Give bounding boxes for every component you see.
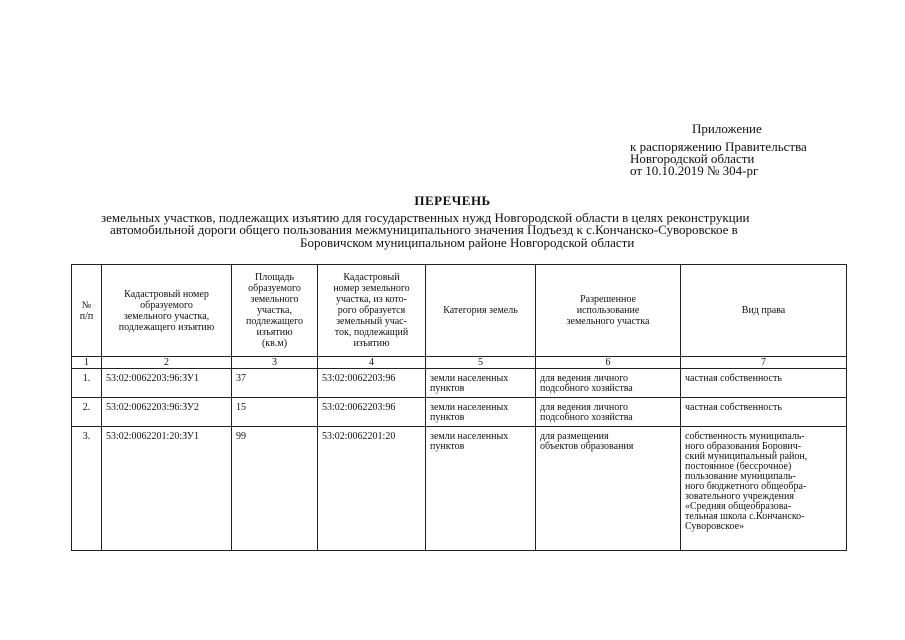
cadastral-number-new: 53:02:0062201:20:ЗУ1 <box>102 427 232 551</box>
document-subtitle-line: земельных участков, подлежащих изъятию для государственных нужд Новгородской области в целях реконструкции <box>101 210 750 225</box>
column-number: 7 <box>681 357 847 369</box>
column-number: 4 <box>318 357 426 369</box>
row-number: 1. <box>72 369 102 398</box>
cadastral-number-source: 53:02:0062203:96 <box>318 398 426 427</box>
row-number: 3. <box>72 427 102 551</box>
plot-area: 99 <box>232 427 318 551</box>
right-type: частная собственность <box>681 369 847 398</box>
cadastral-number-new: 53:02:0062203:96:ЗУ1 <box>102 369 232 398</box>
column-header: Кадастровый номер земельного участка, из кото- рого образуется земельный учас- ток, подлежащий изъятию <box>318 265 426 357</box>
column-header: Кадастровый номер образуемого земельного участка, подлежащего изъятию <box>102 265 232 357</box>
column-number: 2 <box>102 357 232 369</box>
column-header: № п/п <box>72 265 102 357</box>
table-row <box>72 398 847 427</box>
land-category: земли населенных пунктов <box>426 369 536 398</box>
column-header: Категория земель <box>426 265 536 357</box>
column-header: Площадь образуемого земельного участка, подлежащего изъятию (кв.м) <box>232 265 318 357</box>
column-number-row <box>72 357 847 369</box>
document-title: ПЕРЕЧЕНЬ <box>414 193 491 208</box>
appendix-title: Приложение <box>692 121 762 136</box>
plot-area: 37 <box>232 369 318 398</box>
cadastral-number-source: 53:02:0062203:96 <box>318 369 426 398</box>
column-number: 3 <box>232 357 318 369</box>
document-subtitle-line: автомобильной дороги общего пользования межмуниципального значения Подъезд к с.Кончанско-Суворовское в <box>110 222 738 237</box>
table-header-row <box>72 265 847 357</box>
column-header: Вид права <box>681 265 847 357</box>
plot-area: 15 <box>232 398 318 427</box>
column-header: Разрешенное использование земельного участка <box>536 265 681 357</box>
row-number: 2. <box>72 398 102 427</box>
right-type: собственность муниципаль- ного образования Борович- ский муниципальный район, постоянное (бессрочное) пользование муниципаль- ного бюджетного общеобра- зовательного учреждения «Средняя общеобразова- тельная школа с.Кончанско- Суворовское» <box>681 427 847 551</box>
land-category: земли населенных пунктов <box>426 427 536 551</box>
cadastral-number-new: 53:02:0062203:96:ЗУ2 <box>102 398 232 427</box>
column-number: 1 <box>72 357 102 369</box>
appendix-line: от 10.10.2019 № 304-рг <box>630 163 759 178</box>
land-plots-table <box>71 264 847 551</box>
column-number: 6 <box>536 357 681 369</box>
cadastral-number-source: 53:02:0062201:20 <box>318 427 426 551</box>
table-row <box>72 427 847 551</box>
permitted-use: для ведения личного подсобного хозяйства <box>536 398 681 427</box>
right-type: частная собственность <box>681 398 847 427</box>
column-number: 5 <box>426 357 536 369</box>
permitted-use: для размещения объектов образования <box>536 427 681 551</box>
document-subtitle-line: Боровичском муниципальном районе Новгородской области <box>300 235 635 250</box>
appendix-line: к распоряжению Правительства <box>630 139 807 154</box>
table-row <box>72 369 847 398</box>
appendix-line: Новгородской области <box>630 151 755 166</box>
permitted-use: для ведения личного подсобного хозяйства <box>536 369 681 398</box>
land-category: земли населенных пунктов <box>426 398 536 427</box>
